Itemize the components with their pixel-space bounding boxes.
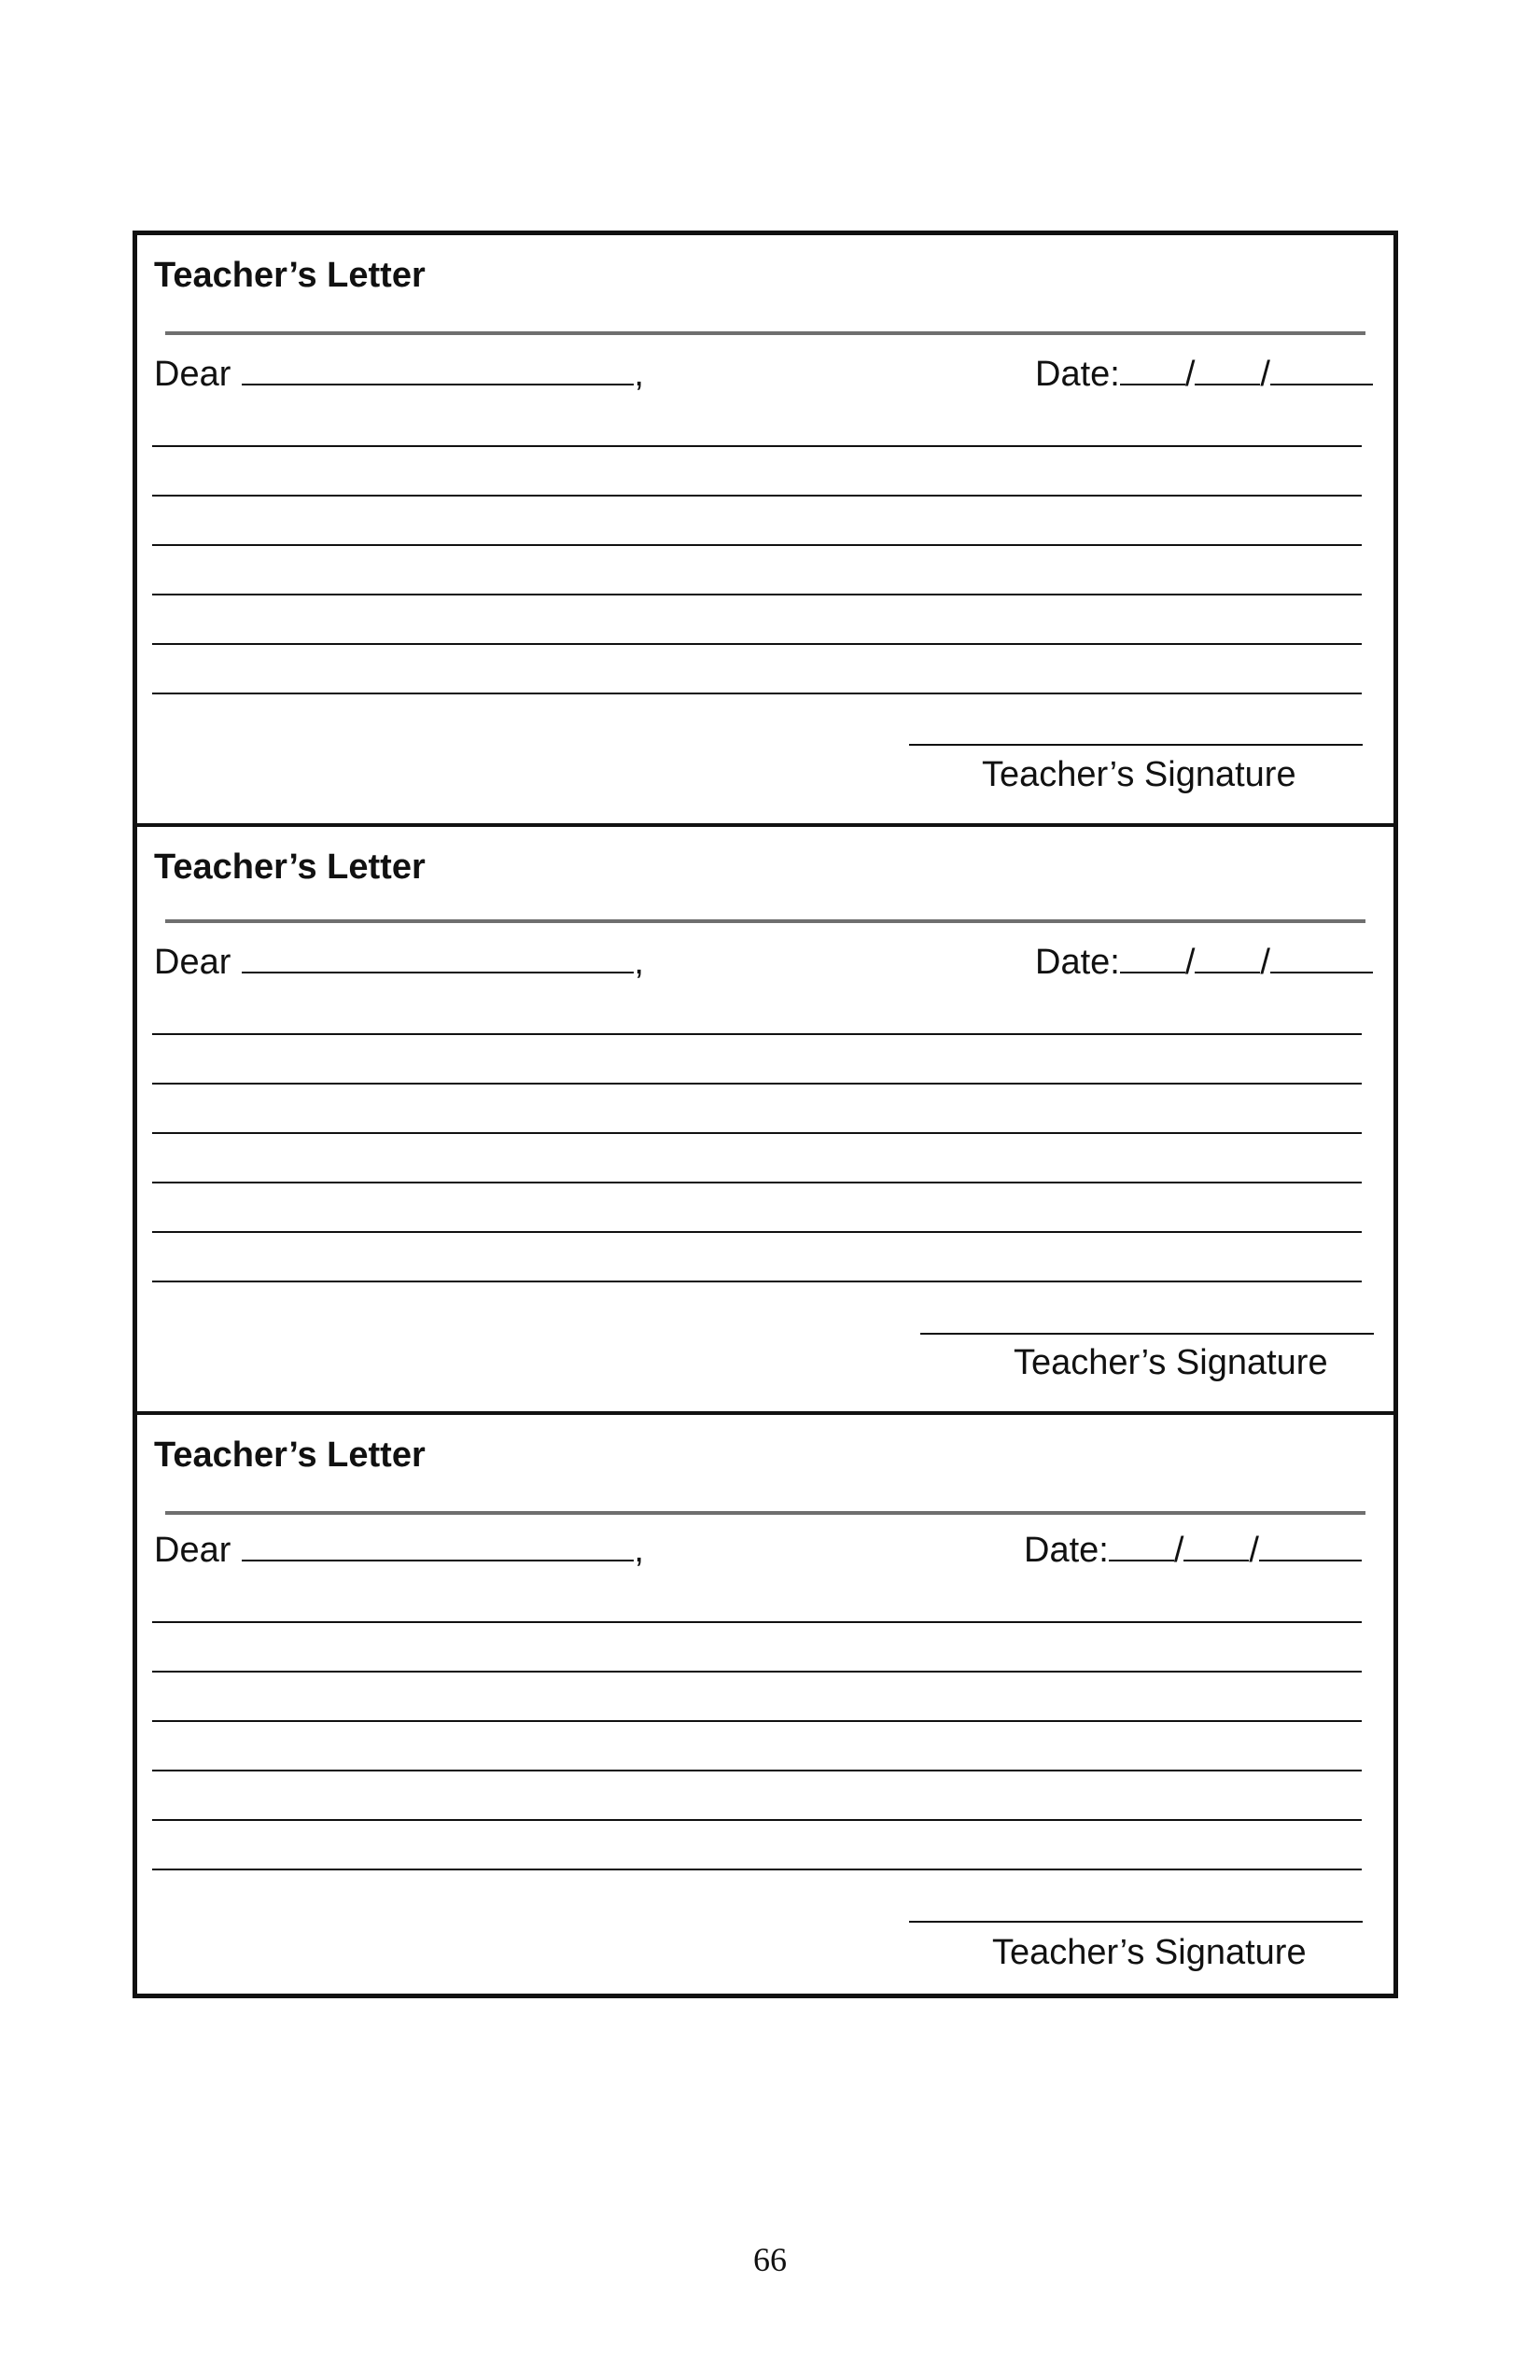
writing-line[interactable] [152, 445, 1362, 447]
writing-line[interactable] [152, 544, 1362, 546]
title-rule [165, 331, 1365, 335]
writing-line[interactable] [152, 1083, 1362, 1085]
writing-line[interactable] [152, 1033, 1362, 1035]
dear-label: Dear [154, 943, 231, 982]
comma: , [634, 943, 644, 982]
recipient-blank[interactable] [242, 356, 634, 385]
date-year-blank[interactable] [1270, 356, 1373, 385]
letter-section-1 [137, 235, 1393, 823]
section-title: Teacher’s Letter [154, 1435, 426, 1475]
date-field[interactable] [1024, 1531, 1362, 1571]
letter-section-3 [137, 1411, 1393, 1995]
date-year-blank[interactable] [1259, 1532, 1362, 1561]
signature-label: Teacher’s Signature [982, 755, 1296, 794]
writing-line[interactable] [152, 1671, 1362, 1673]
writing-line[interactable] [152, 495, 1362, 497]
date-day-blank[interactable] [1183, 1532, 1249, 1561]
writing-line[interactable] [152, 1819, 1362, 1821]
writing-line[interactable] [152, 594, 1362, 595]
date-field[interactable] [1035, 943, 1373, 983]
signature-line[interactable] [909, 1921, 1363, 1923]
date-slash: / [1260, 943, 1270, 982]
title-rule [165, 1511, 1365, 1515]
date-month-blank[interactable] [1120, 944, 1185, 973]
title-rule [165, 919, 1365, 923]
section-title: Teacher’s Letter [154, 256, 426, 295]
signature-line[interactable] [909, 744, 1363, 746]
writing-line[interactable] [152, 1770, 1362, 1771]
writing-line[interactable] [152, 693, 1362, 694]
date-label: Date: [1024, 1531, 1109, 1570]
date-year-blank[interactable] [1270, 944, 1373, 973]
date-field[interactable] [1035, 355, 1373, 395]
writing-line[interactable] [152, 1869, 1362, 1870]
letters-frame [133, 231, 1398, 1998]
signature-label: Teacher’s Signature [1014, 1343, 1328, 1382]
recipient-blank[interactable] [242, 944, 634, 973]
date-slash: / [1173, 1531, 1184, 1570]
comma: , [634, 355, 644, 394]
dear-line [154, 355, 644, 395]
writing-line[interactable] [152, 1182, 1362, 1183]
date-month-blank[interactable] [1109, 1532, 1174, 1561]
writing-line[interactable] [152, 1281, 1362, 1282]
dear-label: Dear [154, 1531, 231, 1570]
writing-line[interactable] [152, 1132, 1362, 1134]
writing-line[interactable] [152, 1231, 1362, 1233]
date-label: Date: [1035, 943, 1120, 982]
date-slash: / [1260, 355, 1270, 394]
dear-line [154, 943, 644, 983]
date-day-blank[interactable] [1195, 356, 1260, 385]
date-slash: / [1249, 1531, 1259, 1570]
writing-line[interactable] [152, 643, 1362, 645]
signature-line[interactable] [920, 1333, 1374, 1335]
signature-label: Teacher’s Signature [992, 1933, 1307, 1972]
writing-line[interactable] [152, 1720, 1362, 1722]
writing-line[interactable] [152, 1621, 1362, 1623]
page-number: 66 [753, 2241, 787, 2278]
letter-section-2 [137, 823, 1393, 1411]
recipient-blank[interactable] [242, 1532, 634, 1561]
section-title: Teacher’s Letter [154, 847, 426, 887]
date-slash: / [1184, 943, 1196, 982]
date-slash: / [1184, 355, 1196, 394]
dear-label: Dear [154, 355, 231, 394]
date-day-blank[interactable] [1195, 944, 1260, 973]
date-month-blank[interactable] [1120, 356, 1185, 385]
dear-line [154, 1531, 644, 1571]
date-label: Date: [1035, 355, 1120, 394]
comma: , [634, 1531, 644, 1570]
